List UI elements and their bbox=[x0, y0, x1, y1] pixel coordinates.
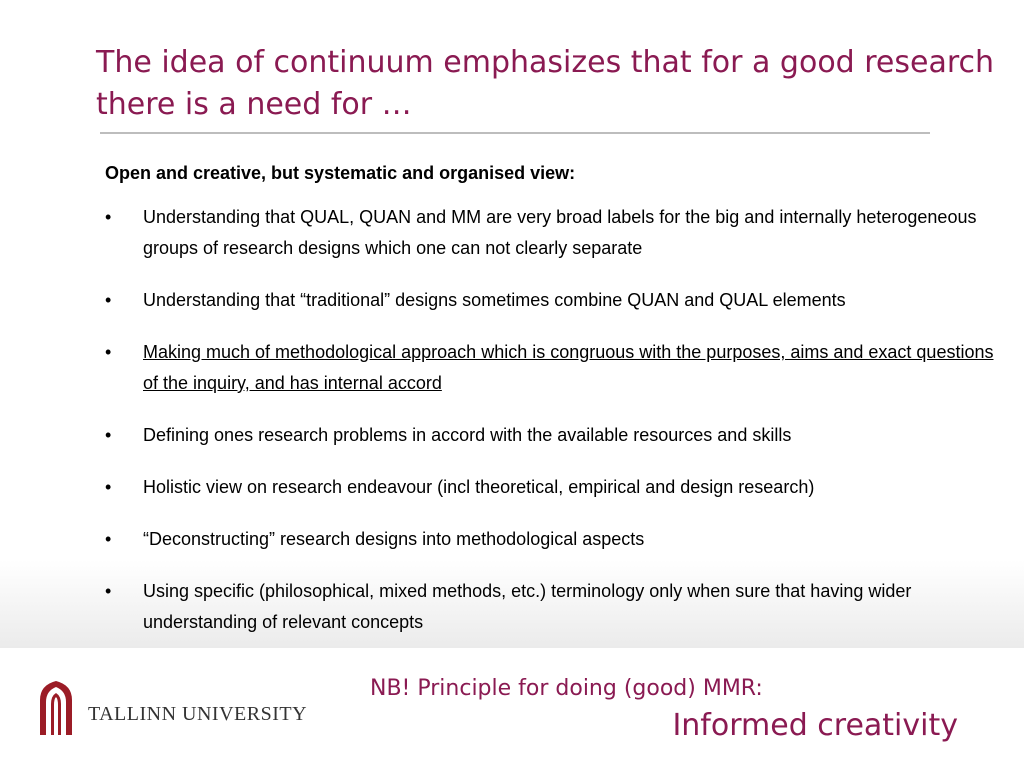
bullet-icon: • bbox=[105, 529, 112, 549]
bullet-text: Defining ones research problems in accord with the available resources and skills bbox=[143, 425, 792, 445]
bullet-icon: • bbox=[105, 342, 112, 362]
slide-title: The idea of continuum emphasizes that for a good research there is a need for … bbox=[96, 45, 995, 122]
slide-content bbox=[105, 158, 995, 659]
bullet-icon: • bbox=[105, 477, 112, 497]
university-name: TALLINN UNIVERSITY bbox=[88, 703, 308, 725]
bullet-icon: • bbox=[105, 290, 112, 310]
bullet-text: Holistic view on research endeavour (incl theoretical, empirical and design research) bbox=[143, 477, 815, 497]
title-divider bbox=[100, 132, 930, 134]
bullet-item bbox=[105, 524, 995, 555]
bullet-item bbox=[105, 285, 995, 316]
bullet-text: Using specific (philosophical, mixed methods, etc.) terminology only when sure that having wider understanding of relevant concepts bbox=[143, 581, 912, 632]
bullet-item bbox=[105, 337, 995, 399]
intro-heading: Open and creative, but systematic and organised view: bbox=[105, 163, 576, 183]
bullet-item bbox=[105, 576, 995, 638]
bullet-item bbox=[105, 202, 995, 264]
tallinn-university-logo-icon bbox=[38, 680, 74, 736]
bullet-text: Understanding that “traditional” designs sometimes combine QUAN and QUAL elements bbox=[143, 290, 846, 310]
bullet-icon: • bbox=[105, 207, 112, 227]
informed-creativity: Informed creativity bbox=[672, 708, 958, 743]
bullet-text: Understanding that QUAL, QUAN and MM are very broad labels for the big and internally heterogeneous groups of research designs which one can not clearly separate bbox=[143, 207, 977, 258]
bullet-text-underlined: Making much of methodological approach which is congruous with the purposes, aims and exact questions of the inquiry, and has internal accord bbox=[143, 342, 994, 393]
nb-principle: NB! Principle for doing (good) MMR: bbox=[370, 676, 763, 701]
bullet-item bbox=[105, 472, 995, 503]
bullet-icon: • bbox=[105, 581, 112, 601]
bullet-item bbox=[105, 420, 995, 451]
bullet-text: “Deconstructing” research designs into methodological aspects bbox=[143, 529, 645, 549]
bullet-icon: • bbox=[105, 425, 112, 445]
